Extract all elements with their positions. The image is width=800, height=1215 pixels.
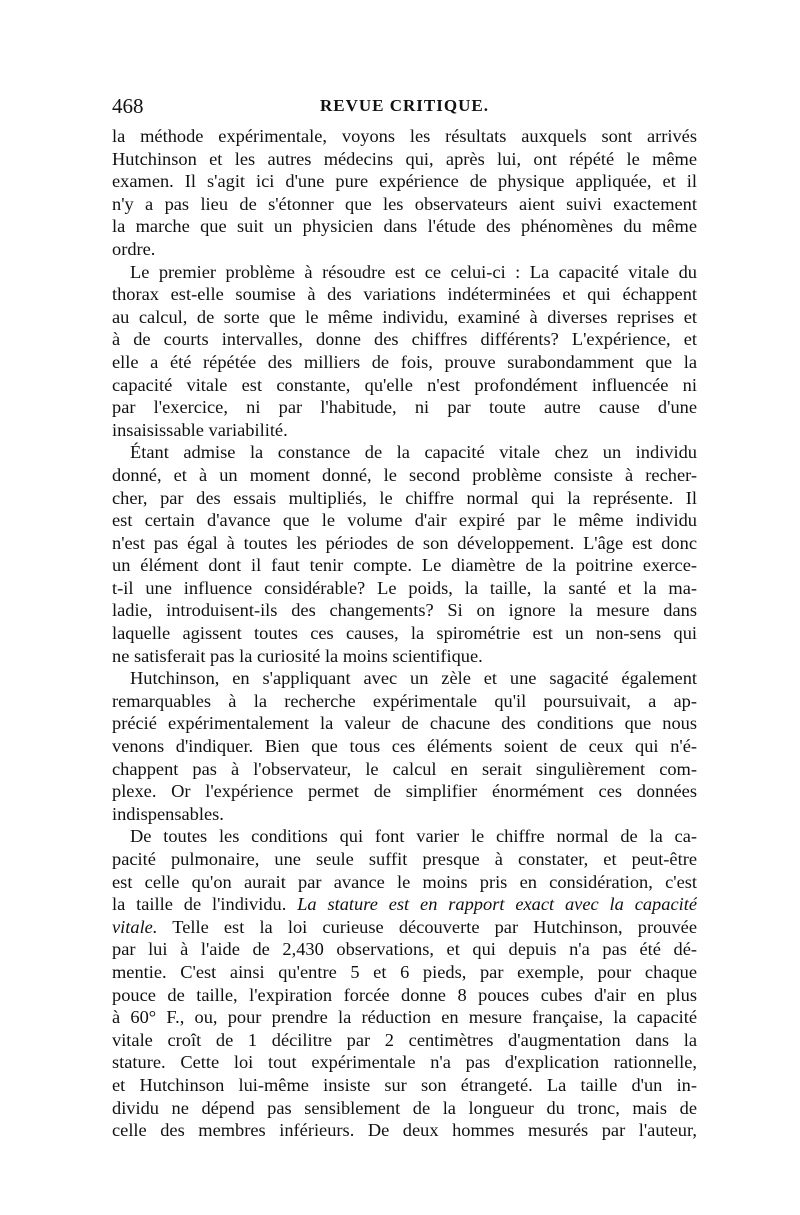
paragraph [112, 125, 697, 261]
text-line [112, 893, 697, 916]
text-line: chappent pas à l'observateur, le calcul en serait singulièrement com- [112, 758, 697, 779]
text-line: elle a été répétée des milliers de fois, prouve surabondamment que la [112, 351, 697, 372]
text-line: au calcul, de sorte que le même individu, examiné à diverses reprises et [112, 306, 697, 327]
page-number: 468 [112, 94, 144, 118]
paragraph [112, 825, 697, 1141]
running-title: REVUE CRITIQUE. [320, 96, 489, 115]
text-line: Hutchinson, en s'appliquant avec un zèle et une sagacité également [130, 668, 697, 689]
text-line: la méthode expérimentale, voyons les résultats auxquels sont arrivés [112, 126, 697, 146]
text-line: Étant admise la constance de la capacité vitale chez un individu [130, 442, 697, 463]
text-line: thorax est-elle soumise à des variations indéterminées et qui échappent [112, 284, 697, 305]
text-line: à de courts intervalles, donne des chiffres différents? L'expérience, et [112, 329, 697, 350]
text-line [112, 916, 697, 939]
italic-text: vitale. [112, 916, 158, 937]
text-line: laquelle agissent toutes ces causes, la spirométrie est un non-sens qui [112, 623, 697, 644]
text-line: vitale croît de 1 décilitre par 2 centimètres d'augmentation dans la [112, 1029, 697, 1050]
text-line: un élément dont il faut tenir compte. Le diamètre de la poitrine exerce- [112, 555, 697, 576]
text-line: De toutes les conditions qui font varier le chiffre normal de la ca- [130, 826, 697, 847]
text-line: n'est pas égal à toutes les périodes de son développement. L'âge est donc [112, 532, 697, 553]
italic-text: La stature est en rapport exact avec la capacité [297, 894, 697, 915]
text-run: la taille de l'individu. [112, 894, 298, 915]
text-run: Telle est la loi curieuse découverte par Hutchinson, prouvée [157, 916, 697, 937]
text-line: par lui à l'aide de 2,430 observations, et qui depuis n'a pas été dé- [112, 939, 697, 960]
text-line: est certain d'avance que le volume d'air expiré par le même individu [112, 510, 697, 531]
text-line: remarquables à la recherche expérimentale qu'il poursuivait, a ap- [112, 690, 697, 711]
text-line: n'y a pas lieu de s'étonner que les observateurs aient suivi exactement [112, 193, 697, 214]
text-line: t-il une influence considérable? Le poids, la taille, la santé et la ma- [112, 577, 697, 598]
text-line: précié expérimentalement la valeur de chacune des conditions que nous [112, 713, 697, 734]
text-line: Hutchinson et les autres médecins qui, après lui, ont répété le même [112, 148, 697, 169]
text-line: à 60° F., ou, pour prendre la réduction en mesure française, la capacité [112, 1007, 697, 1028]
text-line: la marche que suit un physicien dans l'étude des phénomènes du même [112, 216, 697, 237]
text-line: cher, par des essais multipliés, le chiffre normal qui la représente. Il [112, 487, 697, 508]
text-line: ordre. [112, 238, 156, 259]
body-text [112, 125, 697, 1142]
paragraph [112, 441, 697, 667]
text-line: capacité vitale est constante, qu'elle n'est profondément influencée ni [112, 374, 697, 395]
text-line: pacité pulmonaire, une seule suffit presque à constater, et peut-être [112, 849, 697, 869]
text-line: donné, et à un moment donné, le second problème consiste à recher- [112, 464, 697, 485]
paragraph [112, 667, 697, 825]
text-line: insaisissable variabilité. [112, 419, 288, 440]
text-line: celle des membres inférieurs. De deux hommes mesurés par l'auteur, [112, 1120, 697, 1141]
text-line: est celle qu'on aurait par avance le moins pris en considération, c'est [112, 871, 697, 892]
page-header [112, 94, 697, 124]
text-line: venons d'indiquer. Bien que tous ces éléments soient de ceux qui n'é- [112, 736, 697, 757]
text-line: stature. Cette loi tout expérimentale n'a pas d'explication rationnelle, [112, 1052, 697, 1073]
text-line: examen. Il s'agit ici d'une pure expérience de physique appliquée, et il [112, 171, 697, 192]
text-line: mentie. C'est ainsi qu'entre 5 et 6 pieds, par exemple, pour chaque [112, 961, 697, 982]
text-line: ne satisferait pas la curiosité la moins scientifique. [112, 645, 483, 666]
paragraph [112, 261, 697, 442]
text-line: plexe. Or l'expérience permet de simplifier énormément ces données [112, 781, 697, 802]
text-line: dividu ne dépend pas sensiblement de la longueur du tronc, mais de [112, 1097, 697, 1118]
text-line: et Hutchinson lui-même insiste sur son étrangeté. La taille d'un in- [112, 1074, 697, 1095]
text-line: pouce de taille, l'expiration forcée donne 8 pouces cubes d'air en plus [112, 984, 697, 1005]
text-line: Le premier problème à résoudre est ce celui-ci : La capacité vitale du [130, 261, 697, 282]
text-line: par l'exercice, ni par l'habitude, ni par toute autre cause d'une [112, 397, 697, 418]
text-line: indispensables. [112, 803, 224, 824]
text-line: ladie, introduisent-ils des changements? Si on ignore la mesure dans [112, 600, 697, 621]
